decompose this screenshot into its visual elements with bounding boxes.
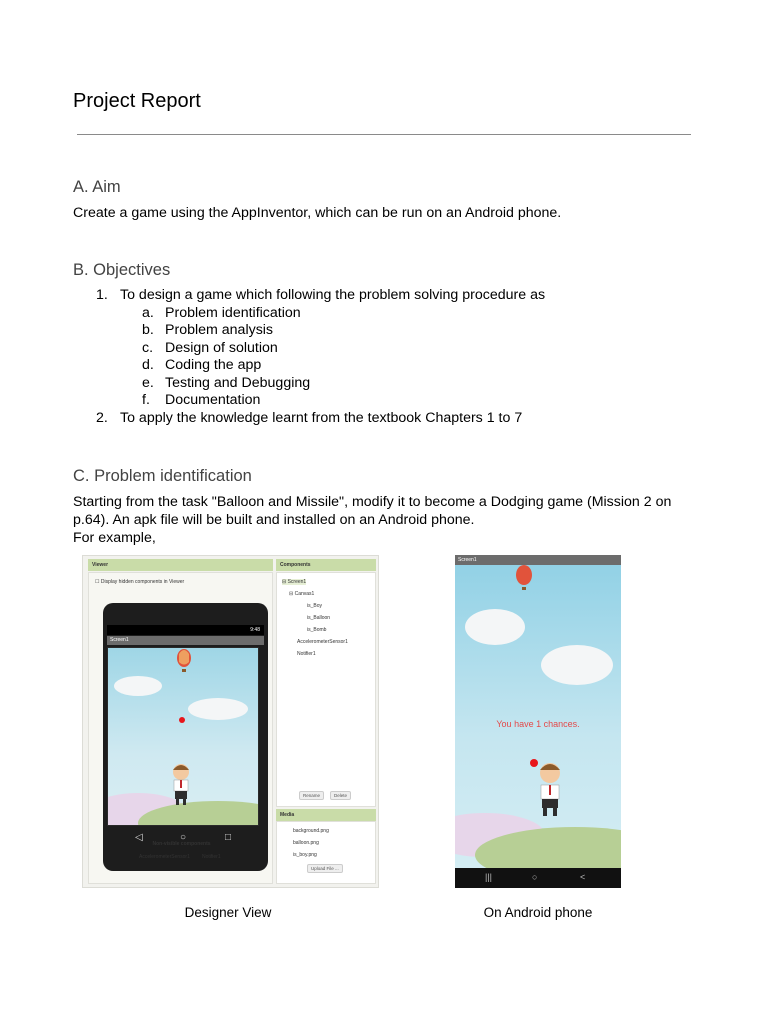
canvas-preview [107, 647, 259, 826]
home-icon[interactable]: ○ [532, 872, 538, 882]
tree-is-bomb-label: is_Bomb [307, 627, 327, 633]
problem-line-2: p.64). An apk file will be built and installed on an Android phone. [73, 512, 475, 528]
hidden-components-label: Display hidden components in Viewer [100, 579, 185, 585]
page-title: Project Report [73, 90, 201, 112]
media-panel-header: Media [276, 809, 376, 821]
problem-heading: C. Problem identification [73, 467, 252, 485]
tree-canvas1-label: Canvas1 [294, 591, 315, 597]
viewer-panel-header: Viewer [88, 559, 273, 571]
title-divider [77, 134, 691, 135]
tree-accelerometer-label: AccelerometerSensor1 [297, 639, 348, 645]
rename-button[interactable]: Rename [299, 791, 324, 800]
tree-canvas1[interactable]: ⊟ Canvas1 [289, 591, 315, 597]
objective-text: To apply the knowledge learnt from the textbook Chapters 1 to 7 [120, 410, 523, 426]
sub-text: Documentation [165, 392, 261, 408]
upload-file-button[interactable]: Upload File ... [307, 864, 343, 873]
objective-number: 2. [96, 410, 108, 426]
game-scene [108, 648, 259, 826]
status-time: 9:48 [250, 627, 260, 633]
nonvisible-accelerometer [139, 854, 190, 860]
viewer-panel [88, 572, 273, 884]
nonvisible-label: Non-visible components [152, 841, 211, 847]
sub-text: Coding the app [165, 357, 262, 373]
phone-screen-title: Screen1 [107, 636, 264, 645]
sub-letter: e. [142, 374, 154, 391]
objectives-heading: B. Objectives [73, 261, 171, 279]
sub-text: Problem identification [165, 304, 301, 321]
android-phone-screenshot [455, 555, 621, 888]
balloon-icon [516, 565, 532, 590]
sub-letter: a. [142, 304, 154, 321]
missile-dot [179, 717, 185, 723]
tree-is-boy-label: is_Boy [307, 603, 323, 609]
media-file-background[interactable]: background.png [293, 828, 329, 834]
problem-line-1: Starting from the task "Balloon and Missile", modify it to become a Dodging game (Mission 2 on [73, 494, 672, 510]
tree-notifier[interactable] [297, 651, 316, 657]
android-nav-bar [455, 868, 621, 888]
designer-view-caption: Designer View [184, 905, 272, 920]
boy-icon [173, 764, 189, 805]
nonvisible-notifier [202, 854, 221, 860]
aim-heading: A. Aim [73, 178, 121, 196]
back-icon[interactable]: < [580, 872, 586, 882]
back-icon: ◁ [135, 832, 143, 843]
chances-message: You have 1 chances. [496, 719, 580, 729]
recents-icon[interactable]: ||| [485, 872, 493, 882]
tree-is-balloon[interactable] [307, 615, 330, 621]
sub-letter: d. [142, 357, 154, 373]
media-panel [276, 821, 376, 884]
sub-text: Testing and Debugging [165, 374, 311, 391]
tree-screen1[interactable]: ⊟ Screen1 [282, 579, 307, 585]
balloon-icon [177, 649, 191, 672]
android-screen-title: Screen1 [455, 555, 621, 565]
phone-mockup [103, 603, 268, 871]
sub-letter: c. [142, 339, 154, 356]
designer-view-screenshot [82, 555, 379, 888]
delete-button[interactable]: Delete [330, 791, 351, 800]
tree-is-balloon-label: is_Balloon [307, 615, 331, 621]
accelerometer-label: AccelerometerSensor1 [139, 854, 190, 860]
android-game-scene [455, 555, 621, 868]
sub-letter: b. [142, 322, 154, 338]
objective-number: 1. [96, 287, 108, 303]
missile-dot [530, 759, 538, 767]
media-file-boy[interactable]: is_boy.png [293, 852, 317, 858]
components-panel [276, 572, 376, 807]
sub-text: Design of solution [165, 339, 278, 356]
boy-icon [540, 763, 560, 816]
home-icon: ○ [180, 832, 187, 843]
tree-notifier-label: Notifier1 [297, 651, 316, 657]
tree-is-boy[interactable] [307, 603, 322, 609]
components-panel-header: Components [276, 559, 376, 571]
recents-icon: □ [225, 832, 232, 843]
tree-accelerometer[interactable] [297, 639, 348, 645]
tree-screen1-label: Screen1 [287, 579, 307, 585]
problem-line-3: For example, [73, 530, 156, 546]
objective-text: To design a game which following the problem solving procedure as [120, 287, 546, 303]
tree-is-bomb[interactable] [307, 627, 326, 633]
sub-letter: f. [142, 392, 150, 408]
hidden-components-checkbox: ☐ Display hidden components in Viewer [95, 579, 185, 585]
phone-status-bar [107, 625, 264, 635]
android-phone-caption: On Android phone [483, 905, 593, 920]
aim-text: Create a game using the AppInventor, which can be run on an Android phone. [73, 205, 562, 221]
sub-text: Problem analysis [165, 322, 274, 338]
notifier-label: Notifier1 [202, 854, 221, 860]
media-file-balloon[interactable]: balloon.png [293, 840, 319, 846]
